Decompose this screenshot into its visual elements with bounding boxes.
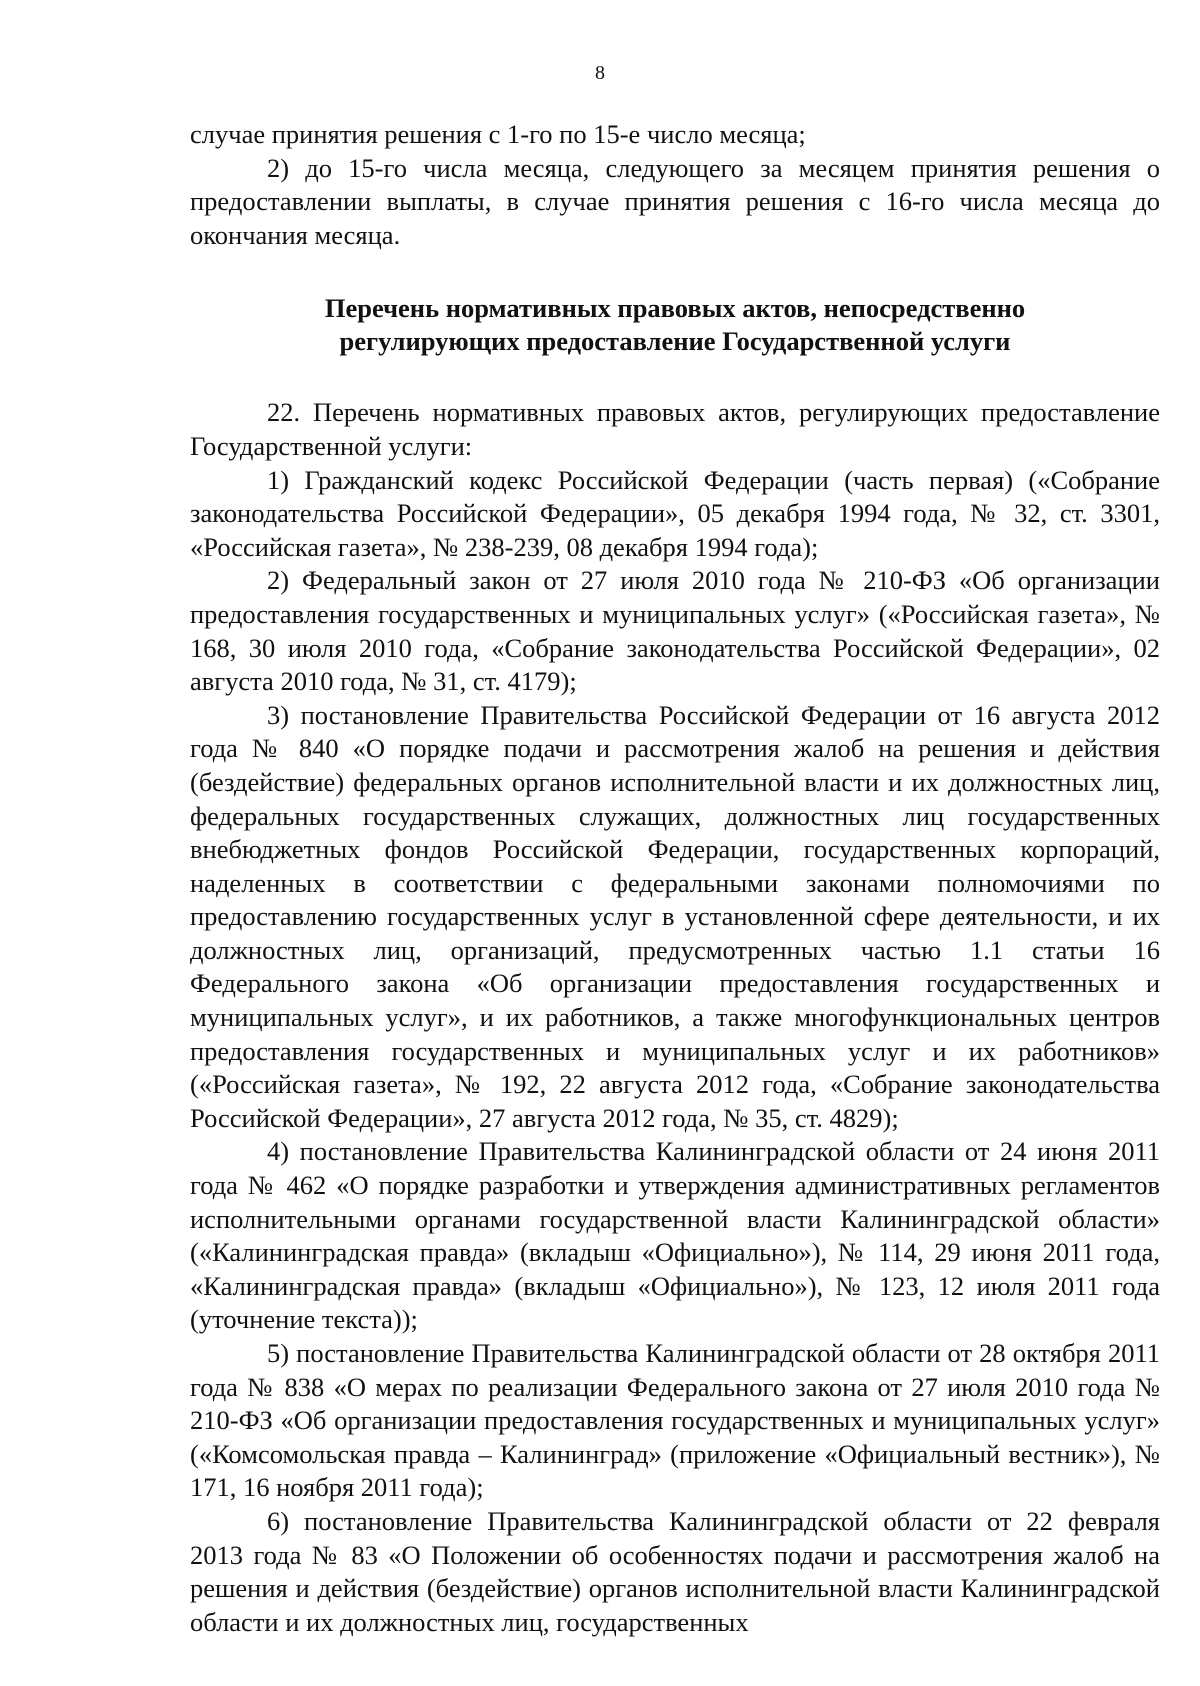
section-heading-line-2: регулирующих предоставление Государственной услуги: [339, 326, 1011, 357]
act-item-6: 6) постановление Правительства Калининградской области от 22 февраля 2013 года № 83 «О Положении об особенностях подачи и рассмотрения жалоб на решения и действия (бездействие) органов исполнительной власти Калининградской области и их должностных лиц, государственных: [190, 1505, 1160, 1637]
section-heading: [190, 292, 1160, 358]
document-body: [190, 118, 1160, 1639]
page-number: 8: [595, 62, 605, 84]
section-heading-line-1: Перечень нормативных правовых актов, непосредственно: [324, 293, 1026, 324]
act-item-4: 4) постановление Правительства Калининградской области от 24 июня 2011 года № 462 «О порядке разработки и утверждения административных регламентов исполнительными органами государственной власти Калининградской области» («Калининградская правда» (вкладыш «Официально»), № 114, 29 июня 2011 года, «Калининградская правда» (вкладыш «Официально»), № 123, 12 июля 2011 года (уточнение текста));: [190, 1136, 1160, 1335]
payment-item-2: 2) до 15-го числа месяца, следующего за месяцем принятия решения о предоставлении выплаты, в случае принятия решения с 16-го числа месяца до окончания месяца.: [190, 152, 1160, 250]
act-item-2: 2) Федеральный закон от 27 июля 2010 года № 210-ФЗ «Об организации предоставления государственных и муниципальных услуг» («Российская газета», № 168, 30 июля 2010 года, «Собрание законодательства Российской Федерации», 02 августа 2010 года, № 31, ст. 4179);: [190, 565, 1160, 697]
continuation-text: случае принятия решения с 1-го по 15-е число месяца;: [190, 119, 806, 149]
act-item-5: 5) постановление Правительства Калининградской области от 28 октября 2011 года № 838 «О мерах по реализации Федерального закона от 27 июля 2010 года № 210-ФЗ «Об организации предоставления государственных и муниципальных услуг» («Комсомольская правда – Калининград» (приложение «Официальный вестник»), № 171, 16 ноября 2011 года);: [190, 1338, 1160, 1503]
act-item-1: 1) Гражданский кодекс Российской Федерации (часть первая) («Собрание законодательства Российской Федерации», 05 декабря 1994 года, № 32, ст. 3301, «Российская газета», № 238-239, 08 декабря 1994 года);: [190, 464, 1160, 562]
paragraph-22: 22. Перечень нормативных правовых актов, регулирующих предоставление Государственной услуги:: [190, 397, 1160, 461]
act-item-3: 3) постановление Правительства Российской Федерации от 16 августа 2012 года № 840 «О порядке подачи и рассмотрения жалоб на решения и действия (бездействие) федеральных органов исполнительной власти и их должностных лиц, федеральных государственных служащих, должностных лиц государственных внебюджетных фондов Российской Федерации, государственных корпораций, наделенных в соответствии с федеральными законами полномочиями по предоставлению государственных услуг в установленной сфере деятельности, и их должностных лиц, организаций, предусмотренных частью 1.1 статьи 16 Федерального закона «Об организации предоставления государственных и муниципальных услуг», и их работников, а также многофункциональных центров предоставления государственных и муниципальных услуг и их работников» («Российская газета», № 192, 22 августа 2012 года, «Собрание законодательства Российской Федерации», 27 августа 2012 года, № 35, ст. 4829);: [190, 699, 1160, 1133]
